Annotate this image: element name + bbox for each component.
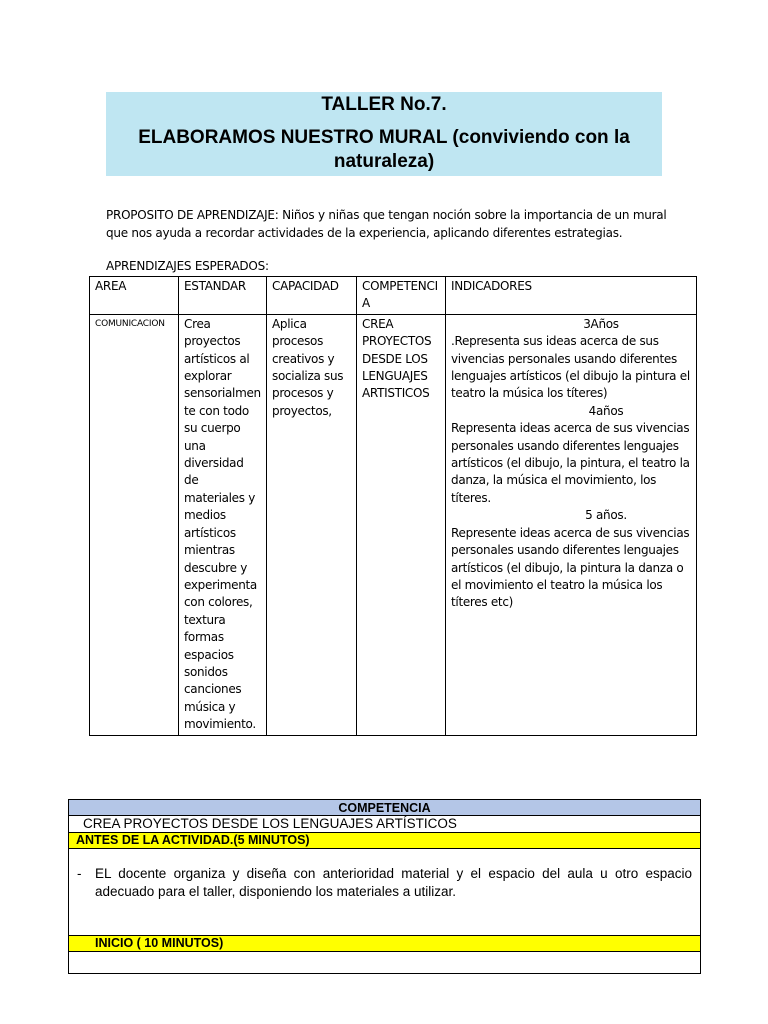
indicador-5-text: Represente ideas acerca de sus vivencias personales usando diferentes lenguajes artísticos (el dibujo, la pintura la danza o el movimiento el teatro la música los títeres etc): [451, 525, 690, 610]
table-header-row: [90, 277, 697, 315]
header-area: AREA: [90, 277, 179, 315]
indicador-4-heading: 4años: [588, 403, 624, 418]
cell-capacidad: Aplica procesos creativos y socializa sus procesos y proyectos,: [267, 314, 357, 735]
table-row: [90, 314, 697, 735]
header-estandar: ESTANDAR: [179, 277, 267, 315]
header-competencia: COMPETENCIA: [357, 277, 446, 315]
indicador-3-text: .Representa sus ideas acerca de sus vivencias personales usando diferentes lenguajes artísticos (el dibujo la pintura el teatro la música los títeres): [451, 334, 690, 401]
docente-text: EL docente organiza y diseña con anterioridad material y el espacio del aula u otro espacio adecuado para el taller, disponiendo los materiales a utilizar.: [95, 866, 692, 899]
competencia-box: [68, 799, 701, 974]
aprendizajes-label: APRENDIZAJES ESPERADOS:: [106, 259, 269, 273]
indicador-3-heading: 3Años: [583, 316, 619, 331]
indicador-5-heading: 5 años.: [585, 508, 627, 523]
cell-indicadores: [446, 314, 697, 735]
mural-title-rest: (conviviendo con la naturaleza): [333, 127, 630, 172]
taller-title: TALLER No.7.: [321, 94, 447, 115]
antes-actividad-heading: ANTES DE LA ACTIVIDAD.(5 MINUTOS): [68, 833, 701, 849]
aprendizajes-table: [89, 276, 697, 736]
proposito-text: [106, 206, 696, 242]
mural-title: [106, 126, 662, 174]
header-indicadores: INDICADORES: [446, 277, 697, 315]
competencia-heading: COMPETENCIA: [68, 799, 701, 816]
empty-row: [68, 952, 701, 974]
cell-area: COMUNICACION: [90, 314, 179, 735]
docente-row: [68, 849, 701, 936]
proposito-line-2: que nos ayuda a recordar actividades de la experiencia, aplicando diferentes estrategias.: [106, 226, 623, 240]
list-dash: -: [77, 866, 82, 881]
mural-title-bold: ELABORAMOS NUESTRO MURAL: [138, 127, 448, 148]
indicador-4-text: Representa ideas acerca de sus vivencias personales usando diferentes lenguajes artísticos (el dibujo, la pintura, el teatro la danza, la música el movimiento, los títeres.: [451, 421, 690, 505]
cell-estandar: Crea proyectos artísticos al explorar sensorialmente con todo su cuerpo una diversidad de materiales y medios artísticos mientras descubre y experimenta con colores, textura formas espacios sonidos canciones música y movimiento.: [179, 314, 267, 735]
inicio-heading: INICIO ( 10 MINUTOS): [68, 936, 701, 952]
proposito-line-1: PROPOSITO DE APRENDIZAJE: Niños y niñas que tengan noción sobre la importancia de un mural: [106, 208, 667, 222]
title-box: [106, 92, 662, 176]
header-capacidad: CAPACIDAD: [267, 277, 357, 315]
cell-competencia: CREA PROYECTOS DESDE LOS LENGUAJES ARTISTICOS: [357, 314, 446, 735]
competencia-value: CREA PROYECTOS DESDE LOS LENGUAJES ARTÍSTICOS: [68, 816, 701, 833]
